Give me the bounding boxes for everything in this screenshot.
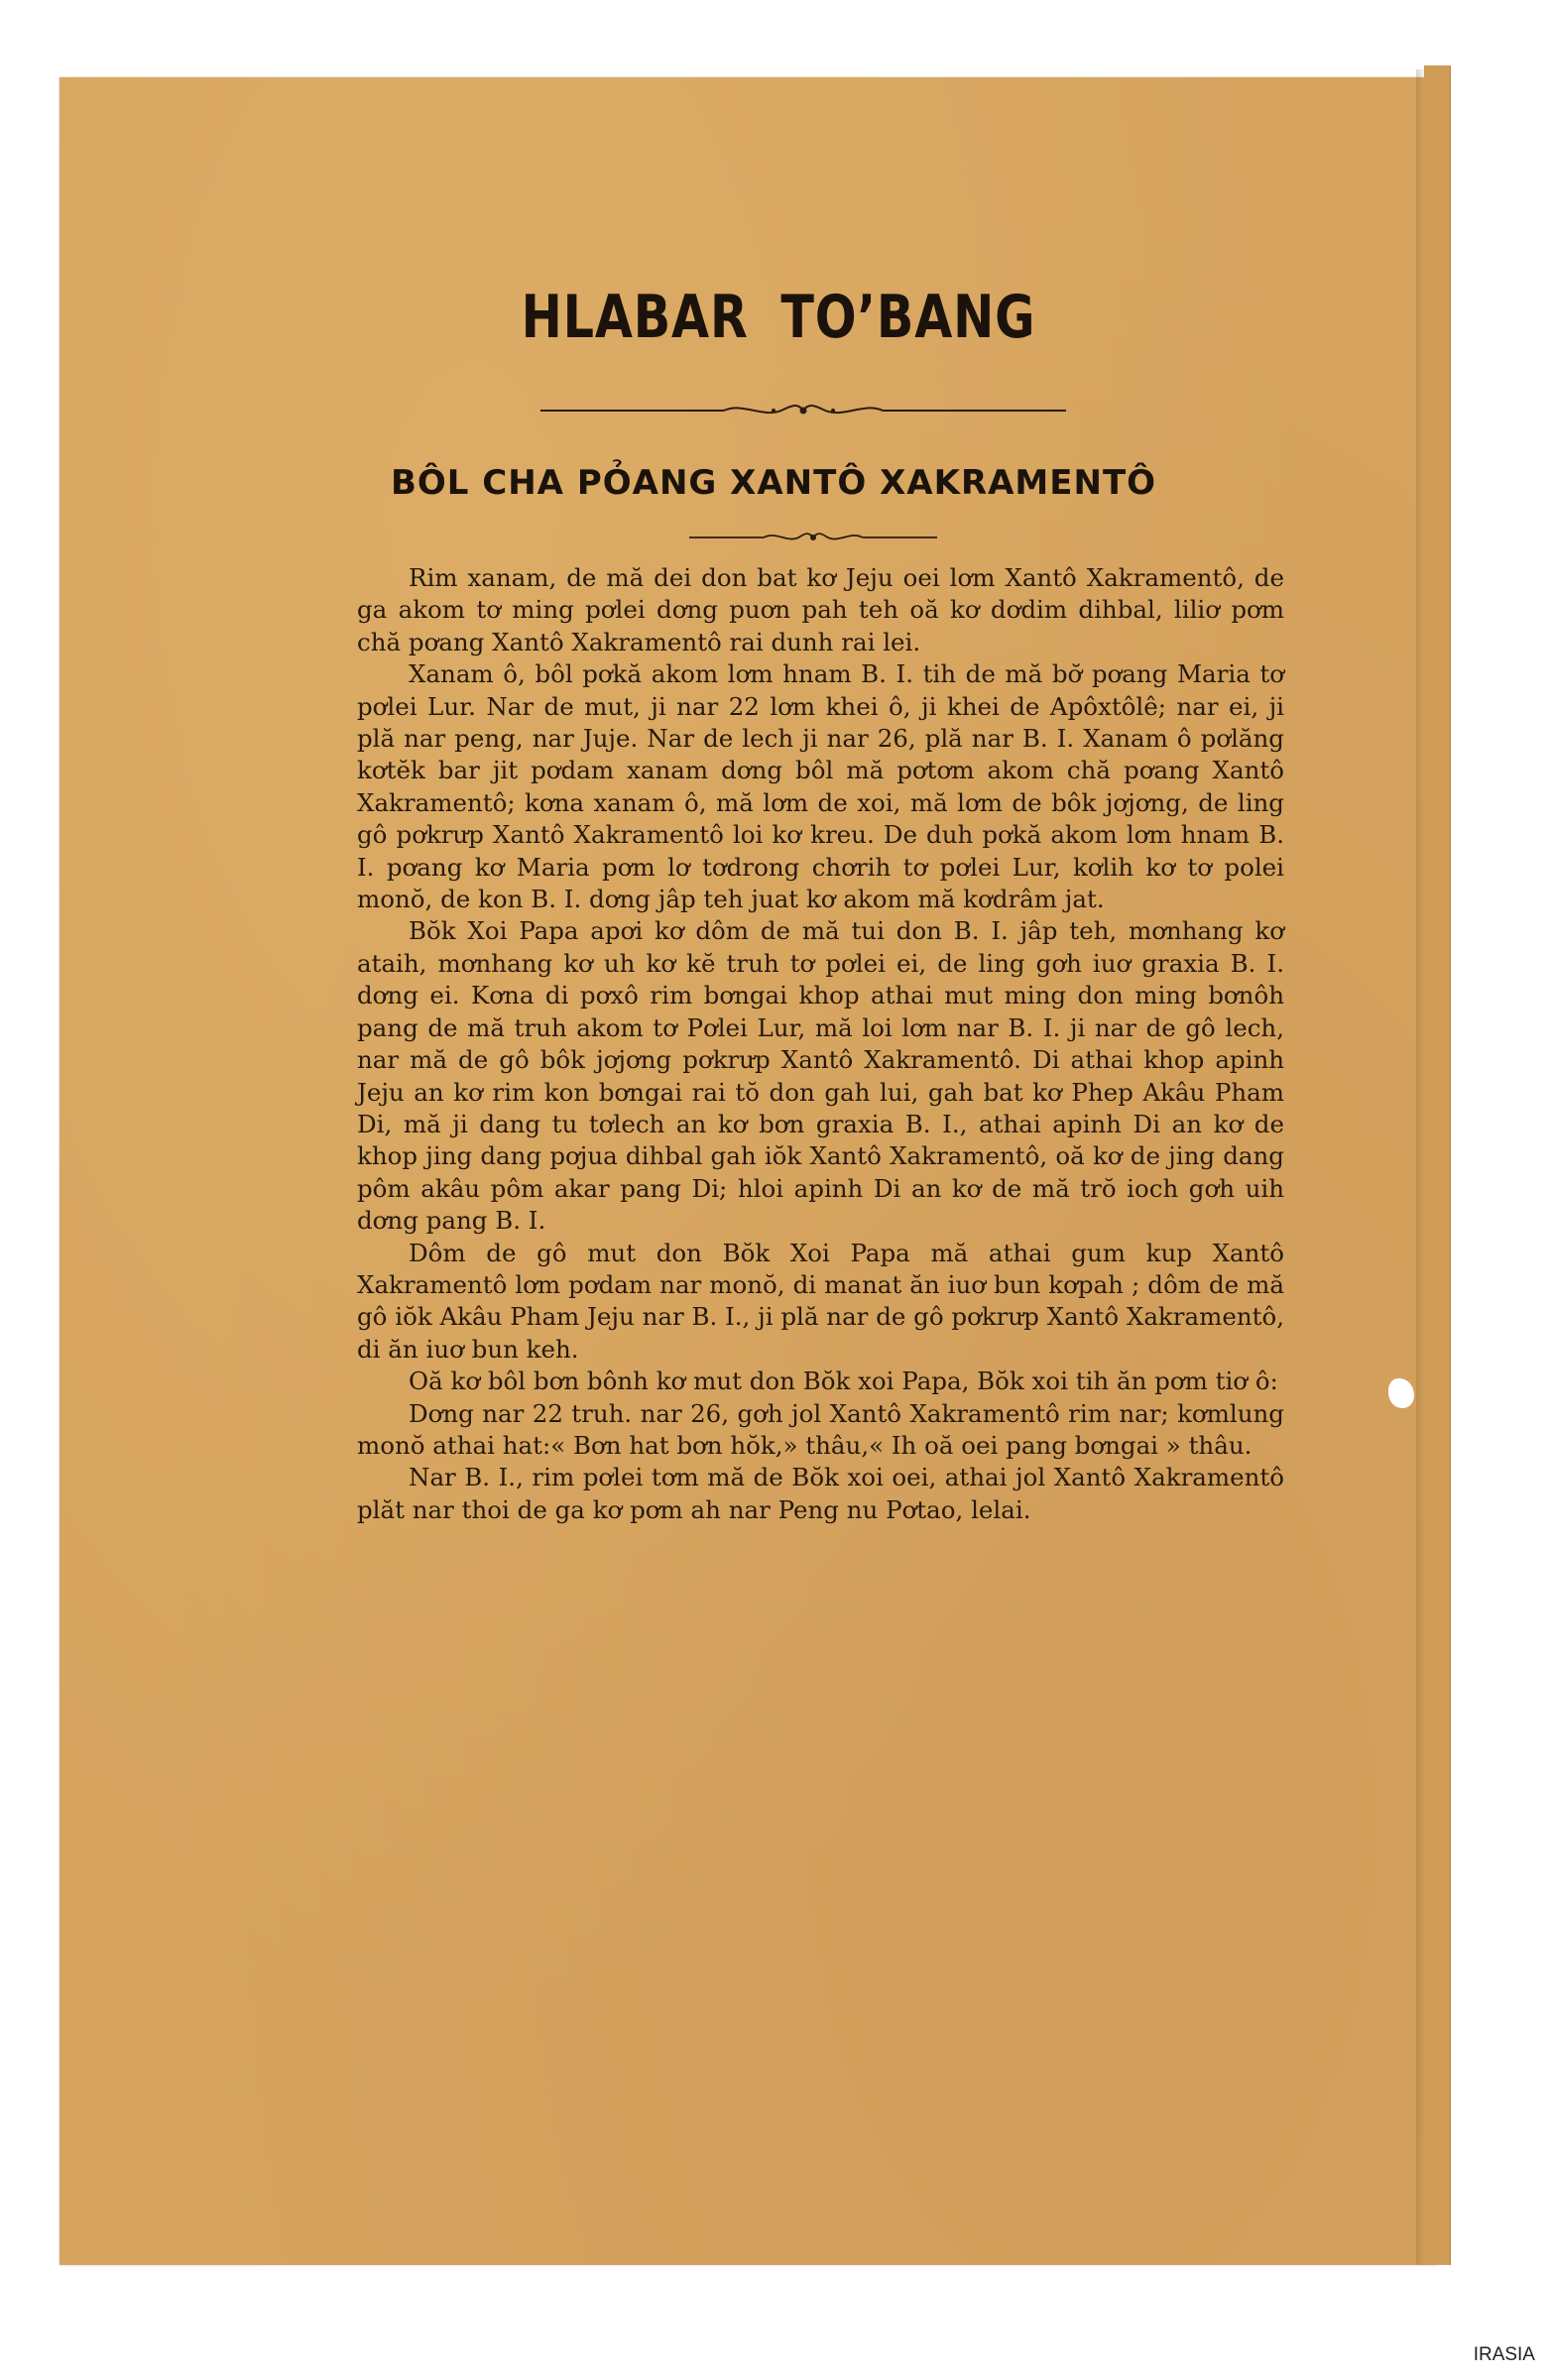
paragraph: Dơng nar 22 truh. nar 26, gơh jol Xantô Xakramentô rim nar; kơmlung monŏ athai hat:« Bơn hat bơn hŏk,» thâu,« Ih oă oei pang bơngai » thâu. (357, 1398, 1284, 1460)
subtitle-ornament (689, 529, 937, 546)
paragraph: Nar B. I., rim pơlei tơm mă de Bŏk xoi oei, athai jol Xantô Xakramentô plăt nar thoi de ga kơ pơm ah nar Peng nu Pơtao, lelai. (357, 1463, 1284, 1524)
next-page-edge (1424, 65, 1451, 2265)
body-text (357, 562, 1284, 1526)
paragraph: Rim xanam, de mă dei don bat kơ Jeju oei lơm Xantô Xakramentô, de ga akom tơ ming pơlei dơng puơn pah teh oă kơ dơdim dihbal, liliơ pơm chă pơang Xantô Xakramentô rai dunh rai lei. (357, 563, 1284, 656)
watermark-label: IRASIA (1473, 2344, 1535, 2365)
paragraph: Dôm de gô mut don Bŏk Xoi Papa mă athai gum kup Xantô Xakramentô lơm pơdam nar monŏ, di manat ăn iuơ bun kơpah ; dôm de mă gô iŏk Akâu Pham Jeju nar B. I., ji plă nar de gô pơkrưp Xantô Xakramentô, di ăn iuơ bun keh. (357, 1238, 1284, 1364)
paragraph: Oă kơ bôl bơn bônh kơ mut don Bŏk xoi Papa, Bŏk xoi tih ăn pơm tiơ ô: (409, 1367, 1278, 1396)
paragraph: Bŏk Xoi Papa apơi kơ dôm de mă tui don B. I. jâp teh, mơnhang kơ ataih, mơnhang kơ uh kơ kĕ truh tơ pơlei ei, de ling gơh iuơ graxia B. I. dơng ei. Kơna di pơxô rim bơngai khop athai mut ming don ming bơnôh pang de mă truh akom tơ Pơlei Lur, mă loi lơm nar B. I. ji nar de gô lech, nar mă de gô bôk jơjơng pơkrưp Xantô Xakramentô. Di athai khop apinh Jeju an kơ rim kon bơngai rai tŏ don gah lui, gah bat kơ Phep Akâu Pham Di, mă ji dang tu tơlech an kơ bơn graxia B. I., athai apinh Di an kơ de khop jing dang pơjua dihbal gah iŏk Xantô Xakramentô, oă kơ de jing dang pôm akâu pôm akar pang Di; hloi apinh Di an kơ de mă trŏ ioch gơh uih dơng pang B. I. (357, 916, 1284, 1236)
page-subtitle: BÔL CHA PỎANG XANTÔ XAKRAMENTÔ (390, 463, 1157, 503)
paragraph: Xanam ô, bôl pơkă akom lơm hnam B. I. tih de mă bơ̆ pơang Maria tơ pơlei Lur. Nar de mut, ji nar 22 lơm khei ô, ji khei de Apôxtôlê; nar ei, ji plă nar peng, nar Juje. Nar de lech ji nar 26, plă nar B. I. Xanam ô pơlăng kơtĕk bar jit pơdam xanam dơng bôl mă pơtơm akom chă pơang Xantô Xakramentô; kơna xanam ô, mă lơm de xoi, mă lơm de bôk jơjơng, de ling gô pơkrưp Xantô Xakramentô loi kơ kreu. De duh pơkă akom lơm hnam B. I. pơang kơ Maria pơm lơ tơdrong chơrih tơ pơlei Lur, kơlih kơ tơ polei monŏ, de kon B. I. dơng jâp teh juat kơ akom mă kơdrâm jat. (357, 659, 1284, 914)
title-ornament (540, 400, 1066, 421)
page-title: HLABAR TO’BANG (521, 283, 1036, 352)
page-fold (1416, 69, 1424, 2265)
